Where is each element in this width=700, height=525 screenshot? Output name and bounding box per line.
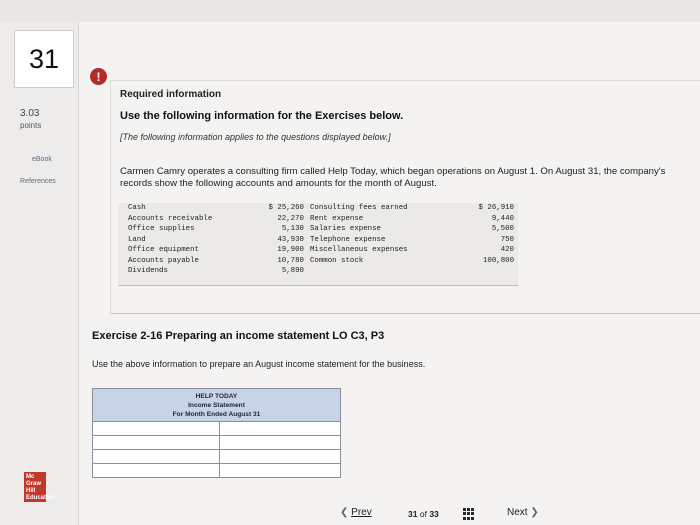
account-input[interactable] <box>93 466 219 479</box>
statement-row <box>93 464 340 477</box>
left-account-names <box>128 203 212 277</box>
points-value: 3.03 <box>20 108 40 119</box>
account-amount: 22,270 <box>277 214 304 223</box>
account-amount: 5,890 <box>281 267 304 275</box>
grid-menu-icon[interactable] <box>463 508 475 520</box>
statement-row <box>93 436 340 450</box>
account-amount: 5,500 <box>491 225 514 233</box>
info-note: [The following information applies to the questions displayed below.] <box>120 132 391 142</box>
prev-button[interactable] <box>340 507 372 518</box>
account-name: Common stock <box>310 256 364 265</box>
prev-label: Prev <box>351 507 372 518</box>
statement-header <box>93 389 340 422</box>
right-account-amounts <box>458 203 514 266</box>
account-amount: 750 <box>500 235 514 244</box>
alert-icon: ! <box>90 68 107 85</box>
total-pages: 33 <box>429 509 439 519</box>
account-amount: 10,780 <box>277 256 304 265</box>
account-amount: 19,900 <box>277 246 304 254</box>
account-name: Accounts receivable <box>128 214 213 223</box>
chevron-left-icon: ❮ <box>340 507 349 518</box>
top-bar <box>0 0 700 22</box>
statement-period: For Month Ended August 31 <box>172 411 261 418</box>
statement-row <box>93 422 340 436</box>
account-name: Office supplies <box>128 225 195 233</box>
sidebar <box>0 22 79 525</box>
chevron-right-icon: ❯ <box>530 507 539 518</box>
account-name: Land <box>128 235 146 244</box>
points-label: points <box>20 121 42 130</box>
right-account-names <box>310 203 408 266</box>
account-amount: 9,440 <box>491 214 514 223</box>
references-link[interactable]: References <box>20 178 56 185</box>
exercise-instruction: Use the above information to prepare an August income statement for the business. <box>92 359 426 369</box>
account-amount: $ 25,260 <box>268 204 304 212</box>
next-button[interactable] <box>507 507 539 518</box>
company-description: Carmen Camry operates a consulting firm called Help Today, which began operations on August 1. On August 31, the company's records show the following accounts and amounts for the month of August. <box>120 166 666 189</box>
account-amount: 43,930 <box>277 235 304 244</box>
question-number: 31 <box>28 43 60 74</box>
account-amount: $ 26,910 <box>478 204 514 212</box>
income-statement-form <box>92 388 341 478</box>
statement-row <box>93 450 340 464</box>
account-name: Cash <box>128 204 146 212</box>
account-name: Telephone expense <box>310 235 386 244</box>
publisher-logo: Mc Graw Hill Education <box>26 474 56 501</box>
exercise-title: Exercise 2-16 Preparing an income statement LO C3, P3 <box>92 330 385 342</box>
required-info-title: Required information <box>120 89 222 100</box>
account-name: Accounts payable <box>128 256 199 265</box>
left-account-amounts <box>258 203 304 277</box>
account-name: Consulting fees earned <box>310 204 408 212</box>
page-indicator <box>408 509 439 519</box>
page-of: of <box>419 509 427 519</box>
amount-input[interactable] <box>220 466 340 479</box>
account-amount: 420 <box>500 246 514 254</box>
account-name: Office equipment <box>128 246 199 254</box>
account-name: Salaries expense <box>310 225 381 233</box>
account-name: Rent expense <box>310 214 364 223</box>
current-page: 31 <box>408 509 418 519</box>
account-name: Dividends <box>128 267 168 275</box>
question-number-box <box>14 30 74 88</box>
use-info-heading: Use the following information for the Exercises below. <box>120 110 404 122</box>
account-amount: 5,130 <box>281 225 304 233</box>
accounts-table <box>118 203 518 286</box>
statement-name: Income Statement <box>188 402 245 409</box>
next-label: Next <box>507 507 528 518</box>
statement-company: HELP TODAY <box>195 393 238 400</box>
account-amount: 100,800 <box>482 256 514 265</box>
ebook-link[interactable]: eBook <box>32 156 52 163</box>
account-name: Miscellaneous expenses <box>310 246 408 254</box>
